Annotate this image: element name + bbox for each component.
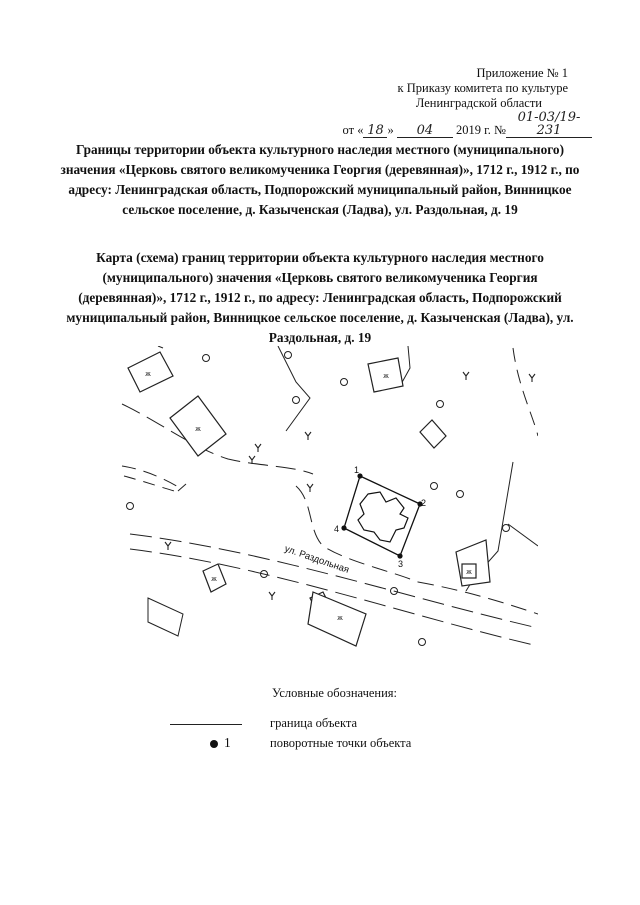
legend-boundary-label: граница объекта <box>270 716 358 730</box>
legend-title: Условные обозначения: <box>272 686 398 700</box>
shrub-symbol <box>307 484 313 492</box>
date-day: 18 <box>363 124 387 138</box>
parcel-line <box>148 598 183 636</box>
building <box>368 358 403 392</box>
tree-symbol <box>203 355 210 362</box>
building-mark: ж <box>337 613 343 622</box>
building <box>420 420 446 448</box>
building-mark: ж <box>466 567 472 576</box>
building <box>456 540 490 586</box>
tree-symbol <box>285 352 292 359</box>
tree-symbol <box>503 525 510 532</box>
document-title: Границы территории объекта культурного наследия местного (муниципального) значения «Церковь святого великомученика Георгия (деревянная)», 1712 г., 1912 г., по адресу: Ленинградская область, Подпорожский муниципальный район, Винницкое сельское поселение, д. Казыченская (Ладва), ул. Раздольная, д. 19 <box>60 142 580 217</box>
turning-point-4 <box>341 525 346 530</box>
point-dot-symbol <box>210 740 218 748</box>
church-object <box>334 465 426 569</box>
legend-item-points <box>170 736 570 754</box>
date-month: 04 <box>397 124 453 138</box>
building-mark: ж <box>145 369 151 378</box>
annex-block <box>342 66 581 138</box>
tree-symbol <box>431 483 438 490</box>
date-year: 2019 г. № <box>455 123 506 137</box>
building <box>128 352 173 392</box>
tree-symbol <box>437 401 444 408</box>
point-label-4: 4 <box>334 524 340 534</box>
tree-symbol <box>341 379 348 386</box>
parcel-line <box>158 346 163 348</box>
tree-symbol <box>127 503 134 510</box>
parcel-line <box>508 524 538 546</box>
annex-line-3: Ленинградской области <box>415 96 542 110</box>
legend-point-number: 1 <box>224 735 231 750</box>
road-edge <box>124 476 178 492</box>
shrub-symbol <box>463 372 469 380</box>
point-label-3: 3 <box>398 559 404 569</box>
boundary-line-symbol <box>170 724 242 725</box>
building <box>308 592 366 646</box>
church-footprint <box>358 492 408 542</box>
shrub-symbol <box>255 444 261 452</box>
annex-date-line <box>343 111 592 138</box>
road-edge <box>122 466 180 488</box>
turning-point-3 <box>397 553 402 558</box>
building-mark: ж <box>195 424 201 433</box>
shrub-symbol <box>305 432 311 440</box>
date-prefix: от « <box>342 123 364 137</box>
parcel-line <box>278 346 310 431</box>
annex-line-2: к Приказу комитета по культуре <box>397 81 568 95</box>
point-label-1: 1 <box>354 465 360 475</box>
tree-symbol <box>293 397 300 404</box>
building-mark: ж <box>383 371 389 380</box>
tree-symbol <box>419 639 426 646</box>
tree-symbol <box>457 491 464 498</box>
map-title: Карта (схема) границ территории объекта культурного наследия местного (муниципального) значения «Церковь святого великомученика Георгия (деревянная)», 1712 г., 1912 г., по адресу: Ленинградская область, Подпорожский муниципальный район, Винницкое сельское поселение, д. Казыченская (Ладва), ул. Раздольная, д. 19 <box>66 250 574 345</box>
date-sep: » <box>387 123 394 137</box>
legend-points-label: поворотные точки объекта <box>270 736 412 750</box>
doc-number: 01-03/19-231 <box>506 111 592 138</box>
parcel-line <box>178 484 186 491</box>
building-mark: ж <box>211 574 217 583</box>
road-edge <box>513 348 538 436</box>
shrub-symbol <box>269 592 275 600</box>
shrub-symbol <box>529 374 535 382</box>
shrub-symbol <box>165 542 171 550</box>
annex-line-1: Приложение № 1 <box>476 66 568 80</box>
building <box>203 564 226 592</box>
street-label: ул. Раздольная <box>283 543 351 576</box>
legend-item-boundary <box>170 716 570 734</box>
road-edge <box>418 582 538 614</box>
point-label-2: 2 <box>421 498 427 508</box>
site-map <box>118 346 538 671</box>
building <box>170 396 226 456</box>
